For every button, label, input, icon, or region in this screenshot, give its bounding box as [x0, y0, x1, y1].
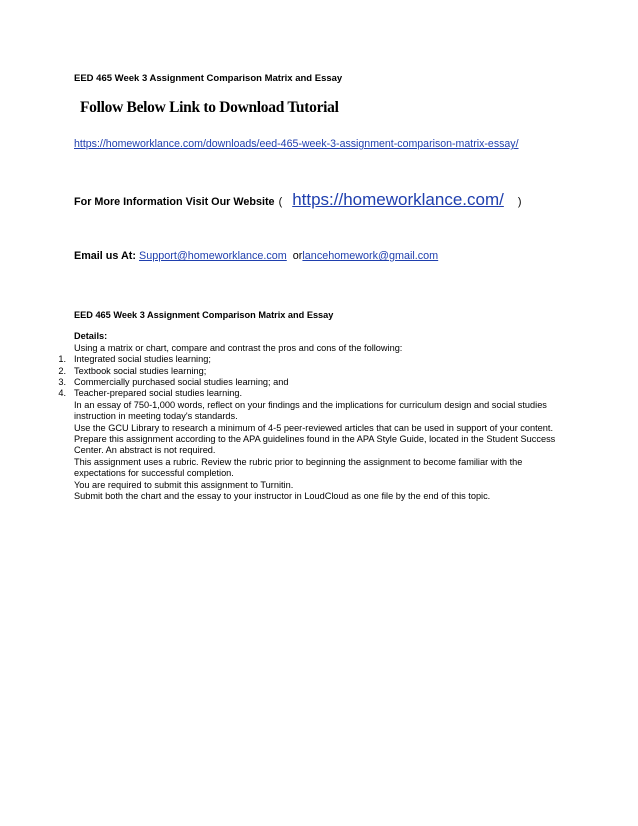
paragraph-rubric: This assignment uses a rubric. Review the rubric prior to beginning the assignment to become familiar with the expectations for successful completion.	[74, 456, 523, 479]
list-number: 2.	[58, 365, 66, 376]
list-number: 1.	[58, 354, 66, 365]
more-info-line	[74, 190, 521, 210]
website-link[interactable]: https://homeworklance.com/	[292, 190, 504, 209]
paragraph-submit: Submit both the chart and the essay to your instructor in LoudCloud as one file by the end of this topic.	[74, 491, 491, 502]
assignment-body	[58, 310, 574, 503]
list-text: Integrated social studies learning;	[74, 354, 211, 365]
paragraph-library: Use the GCU Library to research a minimum of 4-5 peer-reviewed articles that can be used in support of your content.	[74, 422, 553, 433]
open-paren: (	[278, 196, 283, 208]
list-text: Textbook social studies learning;	[74, 365, 207, 376]
support-email-link[interactable]: Support@homeworklance.com	[139, 250, 287, 262]
follow-heading: Follow Below Link to Download Tutorial	[80, 99, 339, 116]
tutorial-link[interactable]: https://homeworklance.com/downloads/eed-465-week-3-assignment-comparison-matrix-essay/	[74, 138, 519, 150]
email-separator: or	[292, 250, 303, 262]
close-paren: )	[517, 196, 522, 208]
list-item	[58, 354, 574, 365]
list-item	[58, 365, 574, 377]
list-item	[58, 377, 574, 388]
more-info-label: For More Information Visit Our Website	[74, 196, 275, 208]
list-text: Teacher-prepared social studies learning.	[74, 388, 243, 399]
list-number: 4.	[58, 388, 66, 399]
details-intro: Using a matrix or chart, compare and contrast the pros and cons of the following:	[74, 342, 403, 353]
header-title: EED 465 Week 3 Assignment Comparison Matrix and Essay	[74, 73, 343, 84]
criteria-list	[58, 354, 574, 400]
lance-email-link[interactable]: lancehomework@gmail.com	[302, 250, 439, 262]
paragraph-apa: Prepare this assignment according to the APA guidelines found in the APA Style Guide, located in the Student Success Center. An abstract is not required.	[74, 434, 556, 456]
paragraph-turnitin: You are required to submit this assignment to Turnitin.	[74, 479, 294, 490]
email-label: Email us At:	[74, 250, 136, 262]
body-title: EED 465 Week 3 Assignment Comparison Matrix and Essay	[74, 310, 334, 320]
list-text: Commercially purchased social studies learning; and	[74, 377, 289, 388]
paragraph-essay: In an essay of 750-1,000 words, reflect on your findings and the implications for curriculum design and social studies instruction in meeting today's standards.	[74, 399, 547, 422]
list-item	[58, 388, 574, 399]
list-number: 3.	[58, 377, 66, 388]
details-label: Details:	[74, 331, 108, 342]
email-line	[74, 250, 438, 262]
